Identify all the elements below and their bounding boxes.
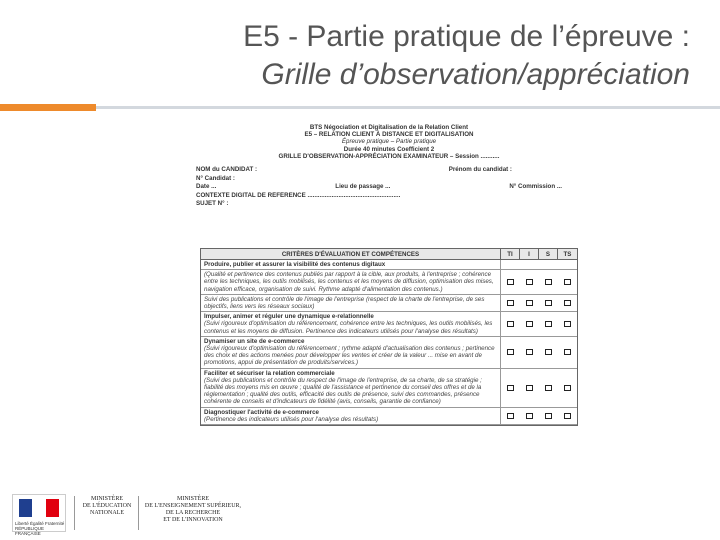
- table-header-col: S: [539, 249, 558, 259]
- doc-header-line: GRILLE D'OBSERVATION-APPRÉCIATION EXAMINATEUR – Session ...........: [278, 152, 500, 160]
- meta-cell: Date ...: [196, 183, 217, 191]
- rating-checkbox: [526, 300, 533, 306]
- rating-checkbox: [564, 321, 571, 327]
- meta-row: [196, 166, 582, 175]
- ministry-line: DE L'ENSEIGNEMENT SUPÉRIEUR,: [144, 503, 242, 509]
- rating-checkbox: [564, 349, 571, 355]
- criteria-title: Impulser, animer et réguler une dynamique e-relationnelle: [204, 313, 374, 321]
- meta-cell: Lieu de passage ...: [335, 183, 391, 191]
- ministry-line: DE LA RECHERCHE: [165, 510, 221, 516]
- criteria-description: (Suivi des publications et contrôle du respect de l'image de l'entreprise, de sa charte, de sa stratégie ; fiabilité des moyens mis en œuvre ; qualité de l'assistance et pertinence du conseil des offres et de la réglementation ; qualité des outils, efficacité des outils de présence, suivi des commandes, présence cohérente de conseils et d'indicateurs de fidélité (avis, conseils, garantie de confiance): [204, 376, 482, 406]
- marianne-logo: [12, 494, 66, 536]
- criteria-row: [201, 270, 577, 295]
- meta-cell: CONTEXTE DIGITAL DE RÉFÉRENCE ......................................................: [196, 191, 401, 199]
- criteria-description: (Suivi rigoureux d'optimisation du référencement ; rythme adapté d'actualisation des contenus ; pertinence des choix et des actions menées pour développer les ventes et créer de la valeur ... mise en avant de promotions, appui de présentation de produits/services.): [204, 345, 495, 367]
- criteria-text: [201, 337, 501, 368]
- table-header-col: TI: [501, 249, 520, 259]
- meta-row: [196, 192, 582, 201]
- doc-header-line: Durée 40 minutes Coefficient 2: [343, 145, 435, 153]
- meta-cell: SUJET N° :: [196, 200, 229, 208]
- ministry-higher-education-logo: [140, 496, 246, 524]
- document-header: [196, 124, 582, 160]
- ministry-line: MINISTÈRE: [177, 496, 209, 502]
- rating-checkbox: [564, 279, 571, 285]
- ministry-line: NATIONALE: [90, 510, 124, 516]
- rating-boxes: [501, 260, 577, 269]
- criteria-description: (Qualité et pertinence des contenus publiés par rapport à la cible, aux produits, à l'entreprise ; cohérence entre les techniques, les outils mobilisés, les contenus et les moyens de diffusion, optimisation des mises, navigation efficace, organisation de suivi. Rythme adapté d'alimentation des contenus.): [204, 271, 494, 293]
- criteria-sections: [201, 260, 577, 425]
- criteria-text: [201, 270, 501, 294]
- doc-header-line: Épreuve pratique – Partie pratique: [341, 138, 437, 146]
- criteria-row: [201, 312, 577, 337]
- candidate-meta: [196, 166, 582, 209]
- ministry-logos: [8, 490, 248, 536]
- meta-cell: Prénom du candidat :: [448, 166, 512, 174]
- meta-row: [196, 175, 582, 184]
- rating-checkbox: [564, 413, 571, 419]
- rating-checkbox: [507, 349, 514, 355]
- criteria-text: [201, 312, 501, 336]
- criteria-text: [201, 369, 501, 407]
- meta-row: [196, 183, 582, 192]
- logo-separator: [138, 496, 139, 530]
- rating-checkbox: [526, 413, 533, 419]
- criteria-row: [201, 369, 577, 408]
- criteria-text: [201, 408, 501, 424]
- observation-grid-document: [196, 124, 582, 472]
- criteria-title: Produire, publier et assurer la visibilité des contenus digitaux: [204, 261, 386, 268]
- meta-row: [196, 200, 582, 209]
- rating-checkbox: [545, 300, 552, 306]
- criteria-row: [201, 337, 577, 369]
- rating-checkbox: [507, 279, 514, 285]
- ministry-education-logo: [78, 496, 136, 517]
- title-line-1: E5 - Partie pratique de l’épreuve :: [243, 20, 690, 53]
- rating-checkbox: [507, 321, 514, 327]
- rating-checkbox: [526, 385, 533, 391]
- rating-checkbox: [545, 413, 552, 419]
- slide-title: [50, 18, 690, 94]
- rating-checkbox: [526, 279, 533, 285]
- ministry-line: ET DE L'INNOVATION: [163, 517, 223, 523]
- rating-checkbox: [507, 300, 514, 306]
- criteria-text: [201, 260, 501, 269]
- rating-boxes: [501, 270, 577, 294]
- table-header-main: CRITÈRES D'ÉVALUATION ET COMPÉTENCES: [201, 249, 501, 259]
- rating-checkbox: [507, 413, 514, 419]
- rf-caption: Liberté Égalité Fraternité RÉPUBLIQUE FRANÇAISE: [15, 521, 65, 536]
- rating-checkbox: [545, 279, 552, 285]
- doc-header-line: BTS Négociation et Digitalisation de la Relation Client: [309, 124, 469, 131]
- rating-checkbox: [545, 349, 552, 355]
- rating-checkbox: [526, 349, 533, 355]
- table-header-col: I: [520, 249, 539, 259]
- table-header-col: TS: [563, 251, 572, 258]
- table-header: [201, 249, 577, 260]
- title-line-2: Grille d’observation/appréciation: [261, 58, 690, 91]
- tricolour-flag: [19, 499, 59, 517]
- meta-cell: N° Commission ...: [509, 183, 562, 191]
- criteria-row: [201, 295, 577, 312]
- criteria-table: [200, 248, 578, 426]
- rating-boxes: [501, 295, 577, 311]
- criteria-title: Faciliter et sécuriser la relation commerciale: [204, 369, 335, 377]
- title-divider: [0, 106, 720, 109]
- ministry-line: DE L'ÉDUCATION: [82, 503, 132, 509]
- criteria-description: (Pertinence des indicateurs utilisés pour l'analyse des résultats): [204, 415, 379, 423]
- criteria-description: Suivi des publications et contrôle de l'image de l'entreprise (respect de la charte de l'entreprise, de ses objectifs, liens vers les réseaux sociaux): [204, 295, 485, 311]
- rating-checkbox: [564, 385, 571, 391]
- criteria-row: [201, 260, 577, 270]
- criteria-description: (Suivi rigoureux d'optimisation du référencement, cohérence entre les techniques, les outils mobilisés, les contenus et les moyens de diffusion. Pertinence des indicateurs utilisés pour l'analyse des résultats): [204, 320, 493, 335]
- title-divider-accent: [0, 104, 96, 111]
- rating-boxes: [501, 312, 577, 336]
- rating-boxes: [501, 369, 577, 407]
- criteria-text: [201, 295, 501, 311]
- rating-checkbox: [526, 321, 533, 327]
- rating-checkbox: [507, 385, 514, 391]
- rating-boxes: [501, 408, 577, 424]
- ministry-line: MINISTÈRE: [91, 496, 123, 502]
- rating-boxes: [501, 337, 577, 368]
- doc-header-line: E5 – RELATION CLIENT À DISTANCE ET DIGITALISATION: [304, 131, 474, 139]
- meta-cell: N° Candidat :: [196, 174, 235, 182]
- criteria-title: Dynamiser un site de e-commerce: [204, 337, 305, 345]
- logo-separator: [74, 496, 75, 530]
- rating-checkbox: [564, 300, 571, 306]
- rating-checkbox: [545, 385, 552, 391]
- rating-checkbox: [545, 321, 552, 327]
- criteria-title: Diagnostiquer l'activité de e-commerce: [204, 408, 319, 416]
- criteria-row: [201, 408, 577, 425]
- meta-cell: NOM du CANDIDAT :: [196, 166, 258, 174]
